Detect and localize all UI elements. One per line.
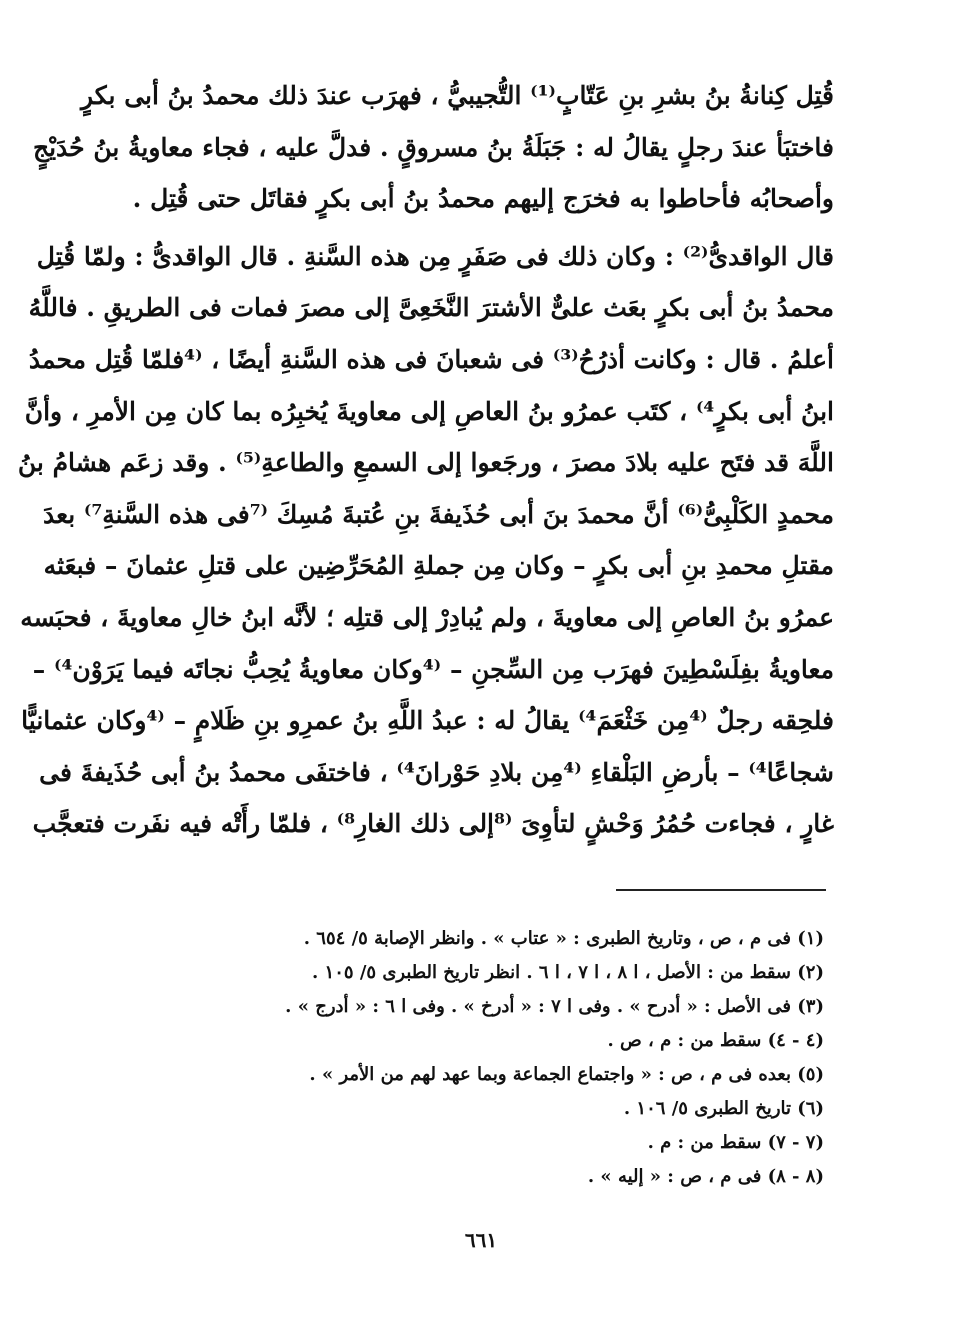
text-line: فلحِقه رجلٌ ⁽⁴مِن خَثْعَمَ⁴⁾ يقالُ له : عبدُ اللَّهِ بنُ عمرِو بنِ ظَلامٍ – ⁽⁴وكان عثمانيًّا	[21, 706, 834, 736]
text-line: قال الواقدىُّ⁽²⁾ : وكان ذلك فى صَفَرٍ مِن هذه السَّنةِ . قال الواقدىُّ : ولمّا قُتِل	[36, 241, 834, 271]
text-line: محمدٍ الكَلْبِىُّ⁽⁶⁾ أنَّ محمدَ بنَ أبى حُذَيفةَ بنِ عُتبةَ مُسِكَ ⁽⁷فى هذه السَّنةِ⁷⁾ بعدَ	[43, 499, 834, 529]
text-line: محمدُ بنُ أبى بكرٍ بعَث علىٌّ الأشترَ النَّخَعِىَّ إلى مصرَ فمات فى الطريقِ . فاللَّهُ	[28, 293, 834, 323]
footnote: (٨ - ٨) فى م ، ص : « إليه » .	[587, 1166, 824, 1187]
footnote: (٤ - ٤) سقط من : م ، ص .	[607, 1030, 824, 1051]
text-line: اللَّهَ قد فتَح عليه بلادَ مصرَ ، ورجَعوا إلى السمعِ والطاعةِ⁽⁵⁾ . وقد زعَم هشامُ بنُ	[17, 448, 834, 478]
main-text	[17, 70, 834, 850]
footnote: (٢) سقط من : الأصل ، ا ٨ ، ا ٧ ، ا ٦ . انظر تاريخ الطبرى ٥/ ١٠٥ .	[311, 962, 824, 983]
text-line: فاختبَأ عندَ رجلٍ يقالُ له : جَبَلَةُ بنُ مسروقٍ . فدلَّ عليه ، فجاء معاويةُ بنُ حُدَيْجٍ	[32, 132, 834, 162]
text-line: غارٍ ، فجاءت حُمُرُ وَحْشٍ لتأوِىَ ⁽⁸إلى ذلك الغارِ⁸⁾ ، فلمّا رأَتْه فيه نفَرت فتعجَّب	[32, 809, 834, 839]
footnote: (٣) فى الأصل : « أدرح » . وفى ا ٧ : « أدرخ » . وفى ا ٦ : « أدرج » .	[285, 996, 824, 1017]
text-line: عمرُو بنُ العاصِ إلى معاويةَ ، ولم يُبادِرْ إلى قتلِه ؛ لأنَّه ابنُ خالِ معاويةَ ، فحبَسه	[20, 602, 834, 632]
footnote: (٦) تاريخ الطبرى ٥/ ١٠٦ .	[623, 1098, 824, 1119]
text-line: شجاعًا⁴⁾ – بأرضِ البَلْقاءِ ⁽⁴مِن بلادِ حَوْرانَ⁴⁾ ، فاختفَى محمدُ بنُ أبى حُذَيفةَ فى	[39, 757, 834, 787]
text-line: مقتلِ محمدِ بنِ أبى بكرٍ – وكان مِن جملةِ المُحَرِّضِين على قتلِ عثمانَ – فبعَثه	[43, 551, 834, 581]
footnote: (١) فى م ، ص ، وتاريخ الطبرى : « عتاب » . وانظر الإصابة ٥/ ٦٥٤ .	[303, 928, 824, 949]
footnotes	[285, 922, 824, 1194]
text-line: أعلمُ . قال : وكانت أذرُحُ⁽³⁾ فى شعبانَ فى هذه السَّنةِ أيضًا ، ⁽⁴فلمّا قُتِل محمدُ	[28, 344, 834, 374]
text-line: قُتِل كِنانةُ بنُ بشرِ بنِ عَتّابٍ⁽¹⁾ التُّجيبيُّ ، فهرَب عندَ ذلك محمدُ بنُ أبى بكرٍ	[80, 81, 834, 110]
footnote: (٥) بعده فى م ، ص : « واجتماع الجماعة وبما عهد لهم من الأمر » .	[309, 1064, 824, 1085]
text-line: وأصحابُه فأحاطوا به فخرَج إليهم محمدُ بنُ أبى بكرٍ فقاتَل حتى قُتِل .	[132, 184, 834, 214]
footnote-divider	[616, 889, 826, 891]
footnote: (٧ - ٧) سقط من : م .	[647, 1132, 824, 1153]
text-line: معاويةُ بفِلَسْطِينَ فهرَب مِن السِّجنِ – ⁽⁴وكان معاويةُ يُحِبُّ نجاتَه فيما يَرَوْن⁴⁾ –	[32, 654, 834, 684]
text-line: ابنُ أبى بكرٍ⁴⁾ ، كتَب عمرُو بنُ العاصِ إلى معاويةَ يُخبِرُه بما كان مِن الأمرِ ، وأنَّ	[24, 396, 834, 426]
page-number: ٦٦١	[464, 1228, 498, 1252]
